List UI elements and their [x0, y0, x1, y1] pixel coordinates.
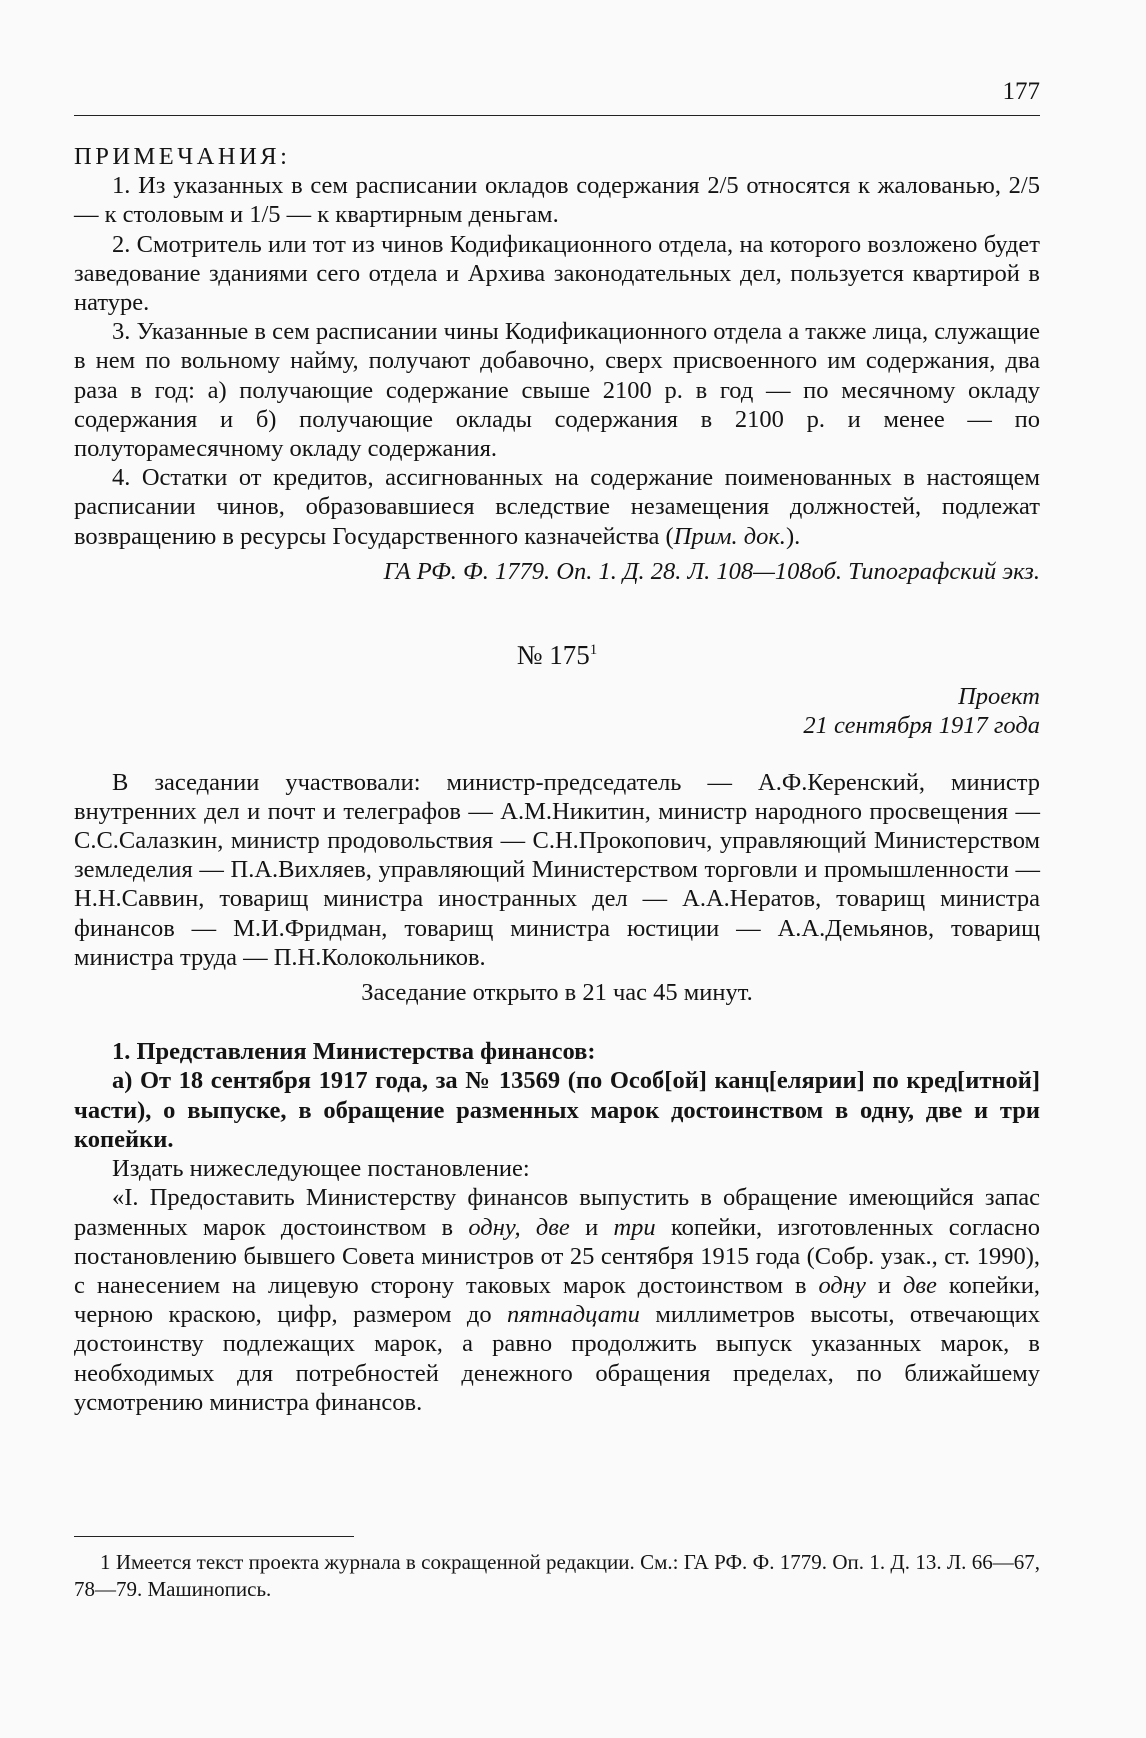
decree-italic-4: две — [902, 1271, 937, 1299]
footnote-text: 1 Имеется текст проекта журнала в сокращенной редакции. См.: ГА РФ. Ф. 1779. Оп. 1. Д. 13. Л. 66—67, 78—79. Машинопись. — [74, 1550, 1040, 1601]
subsection-a: а) От 18 сентября 1917 года, за № 13569 (по Особ[ой] канц[елярии] по кред[итной] части), о выпуске, в обращение разменных марок достоинством в одну, две и три копейки. — [74, 1067, 1040, 1153]
page-content — [74, 142, 1040, 1417]
decree-italic-5: пятнадцати — [507, 1301, 640, 1329]
footnote-marker: 1 — [589, 642, 598, 659]
note-3: 3. Указанные в сем расписании чины Кодификационного отдела а также лица, служащие в нем по вольному найму, получают добавочно, сверх присвоенного им содержания, два раза в год: а) получающие содержание свыше 2100 р. в год — по месячному окладу содержания и б) получающие оклады содержания в 2100 р. и менее — по полуторамесячному окладу содержания. — [74, 318, 1040, 463]
participants-paragraph: В заседании участвовали: министр-председатель — А.Ф.Керенский, министр внутренних дел и почт и телеграфов — А.М.Никитин, министр народного просвещения — С.С.Салазкин, министр продовольствия — С.Н.Прокопович, управляющий Министерством земледелия — П.А.Вихляев, управляющий Министерством торговли и промышленности — Н.Н.Саввин, товарищ министра иностранных дел — А.А.Нератов, товарищ министра финансов — М.И.Фридман, товарищ министра юстиции — А.А.Демьянов, товарищ министра труда — П.Н.Колокольников. — [74, 768, 1040, 971]
decree-text-6: миллиметров высоты, отвечающих достоинству подлежащих марок, а равно продолжить выпуск указанных марок, в необходимых для потребностей денежного обращения пределах, по ближайшему усмотрению министра финансов. — [74, 1301, 1040, 1416]
note-4-italic: Прим. док. — [673, 522, 786, 550]
decree-paragraph — [74, 1183, 1040, 1417]
decree-text-5: копейки, черною краскою, цифр, размером до — [74, 1271, 1040, 1329]
decree-italic-3: одну — [818, 1271, 866, 1299]
resolution-line: Издать нижеследующее постановление: — [112, 1155, 530, 1183]
document-number-text: № 175 — [516, 640, 590, 671]
decree-text-4: и — [865, 1271, 903, 1299]
note-4 — [74, 463, 1040, 551]
decree-text-2: и — [569, 1213, 614, 1241]
session-opened: Заседание открыто в 21 час 45 минут. — [361, 979, 753, 1007]
page-number: 177 — [1002, 78, 1040, 105]
note-2: 2. Смотритель или тот из чинов Кодификационного отдела, на которого возложено будет заведование зданиями сего отдела и Архива законодательных дел, пользуется квартирой в натуре. — [74, 230, 1040, 317]
decree-text-1: «I. Предоставить Министерству финансов выпустить в обращение имеющийся запас разменных марок достоинством в — [74, 1184, 1040, 1241]
decree-text-3: копейки, изготовленных согласно постановлению бывшего Совета министров от 25 сентября 1915 года (Собр. узак., ст. 1990), с нанесением на лицевую сторону таковых марок достоинством в — [74, 1213, 1040, 1299]
document-number — [74, 636, 1040, 670]
decree-italic-2: три — [613, 1213, 656, 1241]
note-4-text: 4. Остатки от кредитов, ассигнованных на содержание поименованных в настоящем расписании чинов, образовавшиеся вследствие незамещения должностей, подлежат возвращению в ресурсы Государственного казначейства ( — [74, 464, 1040, 550]
document-date: 21 сентября 1917 года — [803, 712, 1040, 740]
section-heading: 1. Представления Министерства финансов: — [112, 1038, 596, 1066]
footnote-area — [74, 1536, 1040, 1603]
document-status: Проект — [958, 683, 1040, 711]
archive-citation: ГА РФ. Ф. 1779. Оп. 1. Д. 28. Л. 108—108об. Типографский экз. — [383, 557, 1040, 585]
decree-italic-1: одну, две — [468, 1213, 570, 1241]
header-rule — [74, 115, 1040, 116]
footnote-rule — [74, 1536, 354, 1537]
note-4-end: ). — [785, 522, 801, 550]
notes-heading: ПРИМЕЧАНИЯ: — [74, 143, 291, 170]
note-1: 1. Из указанных в сем расписании окладов содержания 2/5 относятся к жалованью, 2/5 — к столовым и 1/5 — к квартирным деньгам. — [74, 172, 1040, 229]
